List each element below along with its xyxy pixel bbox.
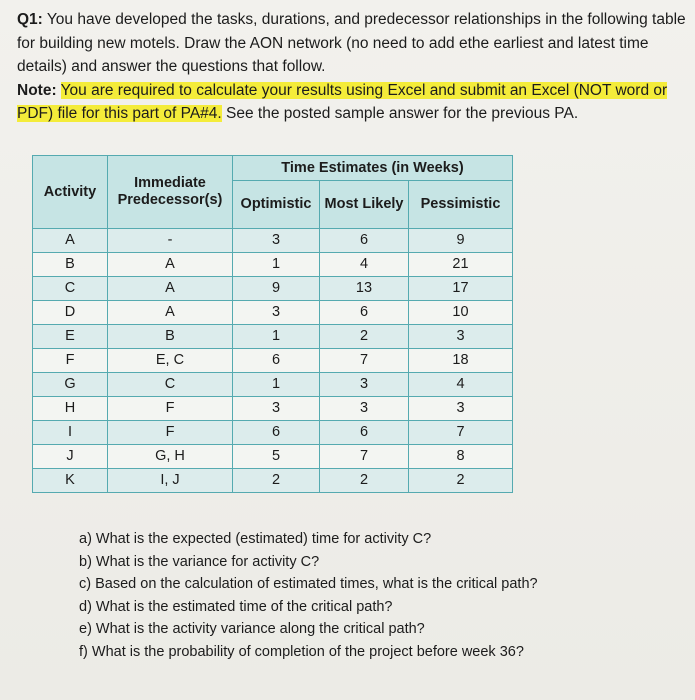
cell-pessimistic: 4 [409, 373, 513, 397]
problem-statement [17, 8, 687, 126]
header-optimistic: Optimistic [233, 181, 320, 229]
table-header [33, 156, 513, 229]
cell-activity: D [33, 301, 108, 325]
cell-activity: H [33, 397, 108, 421]
table-body [33, 229, 513, 493]
cell-optimistic: 1 [233, 373, 320, 397]
header-predecessors: Immediate Predecessor(s) [108, 156, 233, 229]
question-item-b: b) What is the variance for activity C? [79, 553, 320, 570]
cell-predecessor: I, J [108, 469, 233, 493]
question-list [79, 528, 679, 663]
cell-activity: F [33, 349, 108, 373]
cell-pessimistic: 9 [409, 229, 513, 253]
header-pessimistic: Pessimistic [409, 181, 513, 229]
header-row-1 [33, 156, 513, 181]
cell-activity: G [33, 373, 108, 397]
cell-most-likely: 13 [320, 277, 409, 301]
cell-predecessor: F [108, 421, 233, 445]
note-paragraph [17, 79, 687, 126]
cell-pessimistic: 17 [409, 277, 513, 301]
cell-activity: E [33, 325, 108, 349]
cell-activity: J [33, 445, 108, 469]
question-label: Q1: [17, 11, 43, 28]
activity-table [32, 155, 513, 493]
question-item-c: c) Based on the calculation of estimated times, what is the critical path? [79, 576, 538, 592]
cell-optimistic: 3 [233, 301, 320, 325]
cell-most-likely: 3 [320, 397, 409, 421]
cell-activity: B [33, 253, 108, 277]
cell-optimistic: 9 [233, 277, 320, 301]
table-row [33, 445, 513, 469]
question-item-a: a) What is the expected (estimated) time for activity C? [79, 531, 432, 547]
cell-pessimistic: 3 [409, 397, 513, 421]
note-label: Note: [17, 81, 57, 99]
cell-optimistic: 1 [233, 325, 320, 349]
cell-pessimistic: 10 [409, 301, 513, 325]
table-row [33, 373, 513, 397]
cell-activity: K [33, 469, 108, 493]
cell-optimistic: 2 [233, 469, 320, 493]
cell-predecessor: A [108, 301, 233, 325]
cell-most-likely: 7 [320, 349, 409, 373]
cell-optimistic: 1 [233, 253, 320, 277]
table-row [33, 325, 513, 349]
cell-optimistic: 3 [233, 397, 320, 421]
cell-predecessor: E, C [108, 349, 233, 373]
question-paragraph [17, 8, 687, 79]
cell-most-likely: 2 [320, 469, 409, 493]
cell-activity: I [33, 421, 108, 445]
cell-predecessor: - [108, 229, 233, 253]
table-row [33, 301, 513, 325]
cell-pessimistic: 18 [409, 349, 513, 373]
cell-predecessor: A [108, 277, 233, 301]
header-time-estimates: Time Estimates (in Weeks) [233, 156, 513, 181]
question-item-d: d) What is the estimated time of the critical path? [79, 598, 393, 615]
cell-predecessor: G, H [108, 445, 233, 469]
table-row [33, 229, 513, 253]
cell-predecessor: F [108, 397, 233, 421]
table-row [33, 349, 513, 373]
cell-optimistic: 6 [233, 349, 320, 373]
cell-pessimistic: 7 [409, 421, 513, 445]
cell-optimistic: 3 [233, 229, 320, 253]
cell-activity: C [33, 277, 108, 301]
cell-pessimistic: 8 [409, 445, 513, 469]
cell-most-likely: 2 [320, 325, 409, 349]
cell-optimistic: 6 [233, 421, 320, 445]
header-most-likely: Most Likely [320, 181, 409, 229]
cell-most-likely: 7 [320, 445, 409, 469]
question-text: You have developed the tasks, durations, and predecessor relationships in the following table for building new motels. Draw the AON network (no need to add ethe earliest and latest time details) and answer the questions that follow. [17, 11, 686, 75]
table-row [33, 469, 513, 493]
header-activity: Activity [33, 156, 108, 229]
cell-most-likely: 3 [320, 373, 409, 397]
cell-most-likely: 6 [320, 421, 409, 445]
cell-most-likely: 6 [320, 229, 409, 253]
cell-pessimistic: 2 [409, 469, 513, 493]
cell-most-likely: 4 [320, 253, 409, 277]
table-row [33, 277, 513, 301]
cell-pessimistic: 3 [409, 325, 513, 349]
cell-pessimistic: 21 [409, 253, 513, 277]
table-row [33, 253, 513, 277]
question-item-f: f) What is the probability of completion of the project before week 36? [79, 643, 524, 660]
cell-predecessor: C [108, 373, 233, 397]
table-row [33, 421, 513, 445]
cell-activity: A [33, 229, 108, 253]
table-row [33, 397, 513, 421]
question-item-e: e) What is the activity variance along the critical path? [79, 621, 425, 637]
cell-predecessor: A [108, 253, 233, 277]
cell-most-likely: 6 [320, 301, 409, 325]
note-highlight: You are required to calculate your results using Excel and submit an Excel (NOT word or PDF) file for this part of PA#4. [17, 81, 668, 122]
note-tail: See the posted sample answer for the previous PA. [221, 105, 579, 122]
cell-predecessor: B [108, 325, 233, 349]
cell-optimistic: 5 [233, 445, 320, 469]
